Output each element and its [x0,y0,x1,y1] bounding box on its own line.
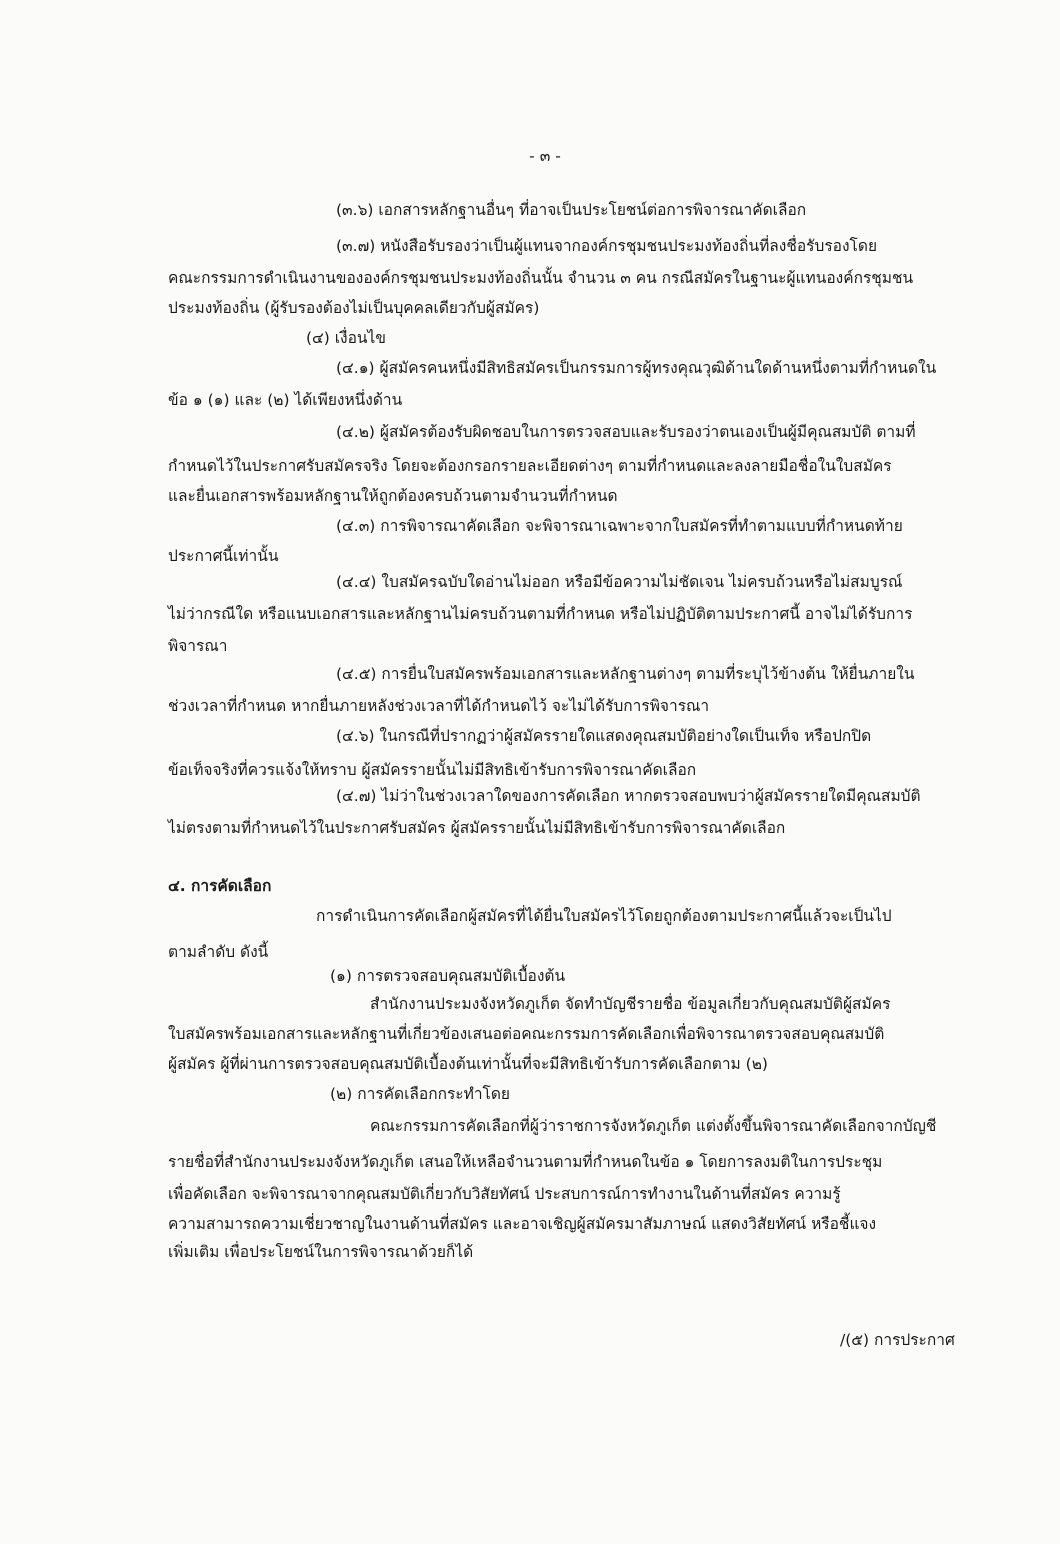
item-4-4-line-2: ไม่ว่ากรณีใด หรือแนบเอกสารและหลักฐานไม่ครบถ้วนตามที่กำหนด หรือไม่ปฏิบัติตามประกาศนี้ อาจไม่ได้รับการ [168,605,913,623]
step-2-line-2: รายชื่อที่สำนักงานประมงจังหวัดภูเก็ต เสนอให้เหลือจำนวนตามที่กำหนดในข้อ ๑ โดยการลงมติในการประชุม [168,1153,883,1171]
item-4-3-line-1: (๔.๓) การพิจารณาคัดเลือก จะพิจารณาเฉพาะจากใบสมัครที่ทำตามแบบที่กำหนดท้าย [336,517,903,535]
item-4-3-line-2: ประกาศนี้เท่านั้น [168,547,279,565]
step-1-heading: (๑) การตรวจสอบคุณสมบัติเบื้องต้น [330,967,566,985]
step-2-line-1: คณะกรรมการคัดเลือกที่ผู้ว่าราชการจังหวัดภูเก็ต แต่งตั้งขึ้นพิจารณาคัดเลือกจากบัญชี [370,1117,937,1135]
selection-intro-line-2: ตามลำดับ ดังนี้ [168,943,269,961]
item-3-7-line-2: คณะกรรมการดำเนินงานขององค์กรชุมชนประมงท้องถิ่นนั้น จำนวน ๓ คน กรณีสมัครในฐานะผู้แทนองค์กรชุมชน [168,269,914,287]
item-4-2-line-1: (๔.๒) ผู้สมัครต้องรับผิดชอบในการตรวจสอบและรับรองว่าตนเองเป็นผู้มีคุณสมบัติ ตามที่ [336,423,916,441]
page-number: - ๓ - [529,147,561,165]
selection-heading: ๔. การคัดเลือก [168,877,272,895]
conditions-heading: (๔) เงื่อนไข [306,329,386,347]
item-3-7-line-3: ประมงท้องถิ่น (ผู้รับรองต้องไม่เป็นบุคคลเดียวกับผู้สมัคร) [168,299,540,317]
selection-intro-line-1: การดำเนินการคัดเลือกผู้สมัครที่ได้ยื่นใบสมัครไว้โดยถูกต้องตามประกาศนี้แล้วจะเป็นไป [316,907,892,925]
item-4-5-line-1: (๔.๕) การยื่นใบสมัครพร้อมเอกสารและหลักฐานต่างๆ ตามที่ระบุไว้ข้างต้น ให้ยื่นภายใน [336,665,915,683]
item-4-7-line-1: (๔.๗) ไม่ว่าในช่วงเวลาใดของการคัดเลือก หากตรวจสอบพบว่าผู้สมัครรายใดมีคุณสมบัติ [336,787,921,805]
item-4-4-line-1: (๔.๔) ใบสมัครฉบับใดอ่านไม่ออก หรือมีข้อความไม่ชัดเจน ไม่ครบถ้วนหรือไม่สมบูรณ์ [336,573,903,591]
item-3-7-line-1: (๓.๗) หนังสือรับรองว่าเป็นผู้แทนจากองค์กรชุมชนประมงท้องถิ่นที่ลงชื่อรับรองโดย [336,237,878,255]
item-4-6-line-1: (๔.๖) ในกรณีที่ปรากฏว่าผู้สมัครรายใดแสดงคุณสมบัติอย่างใดเป็นเท็จ หรือปกปิด [336,727,872,745]
step-1-line-3: ผู้สมัคร ผู้ที่ผ่านการตรวจสอบคุณสมบัติเบื้องต้นเท่านั้นที่จะมีสิทธิเข้ารับการคัดเลือกตาม (๒) [168,1055,768,1073]
step-2-line-5: เพิ่มเติม เพื่อประโยชน์ในการพิจารณาด้วยก็ได้ [168,1243,474,1261]
item-3-6: (๓.๖) เอกสารหลักฐานอื่นๆ ที่อาจเป็นประโยชน์ต่อการพิจารณาคัดเลือก [336,201,807,219]
item-4-2-line-2: กำหนดไว้ในประกาศรับสมัครจริง โดยจะต้องกรอกรายละเอียดต่างๆ ตามที่กำหนดและลงลายมือชื่อในใบสมัคร [168,457,892,475]
step-2-heading: (๒) การคัดเลือกกระทำโดย [330,1085,511,1103]
step-1-line-2: ใบสมัครพร้อมเอกสารและหลักฐานที่เกี่ยวข้องเสนอต่อคณะกรรมการคัดเลือกเพื่อพิจารณาตรวจสอบคุณสมบัติ [168,1025,885,1043]
step-2-line-4: ความสามารถความเชี่ยวชาญในงานด้านที่สมัคร และอาจเชิญผู้สมัครมาสัมภาษณ์ แสดงวิสัยทัศน์ หรือชี้แจง [168,1215,877,1233]
item-4-7-line-2: ไม่ตรงตามที่กำหนดไว้ในประกาศรับสมัคร ผู้สมัครรายนั้นไม่มีสิทธิเข้ารับการพิจารณาคัดเลือก [168,819,786,837]
item-4-1-line-1: (๔.๑) ผู้สมัครคนหนึ่งมีสิทธิสมัครเป็นกรรมการผู้ทรงคุณวุฒิด้านใดด้านหนึ่งตามที่กำหนดใน [336,359,937,377]
continuation-note: /(๕) การประกาศ [840,1331,955,1349]
item-4-6-line-2: ข้อเท็จจริงที่ควรแจ้งให้ทราบ ผู้สมัครรายนั้นไม่มีสิทธิเข้ารับการพิจารณาคัดเลือก [168,761,697,779]
item-4-5-line-2: ช่วงเวลาที่กำหนด หากยื่นภายหลังช่วงเวลาที่ได้กำหนดไว้ จะไม่ได้รับการพิจารณา [168,697,710,715]
step-2-line-3: เพื่อคัดเลือก จะพิจารณาจากคุณสมบัติเกี่ยวกับวิสัยทัศน์ ประสบการณ์การทำงานในด้านที่สมัคร ความรู้ [168,1185,841,1203]
item-4-4-line-3: พิจารณา [168,637,228,655]
step-1-line-1: สำนักงานประมงจังหวัดภูเก็ต จัดทำบัญชีรายชื่อ ข้อมูลเกี่ยวกับคุณสมบัติผู้สมัคร [370,995,891,1013]
item-4-2-line-3: และยื่นเอกสารพร้อมหลักฐานให้ถูกต้องครบถ้วนตามจำนวนที่กำหนด [168,487,618,505]
item-4-1-line-2: ข้อ ๑ (๑) และ (๒) ได้เพียงหนึ่งด้าน [168,391,403,409]
